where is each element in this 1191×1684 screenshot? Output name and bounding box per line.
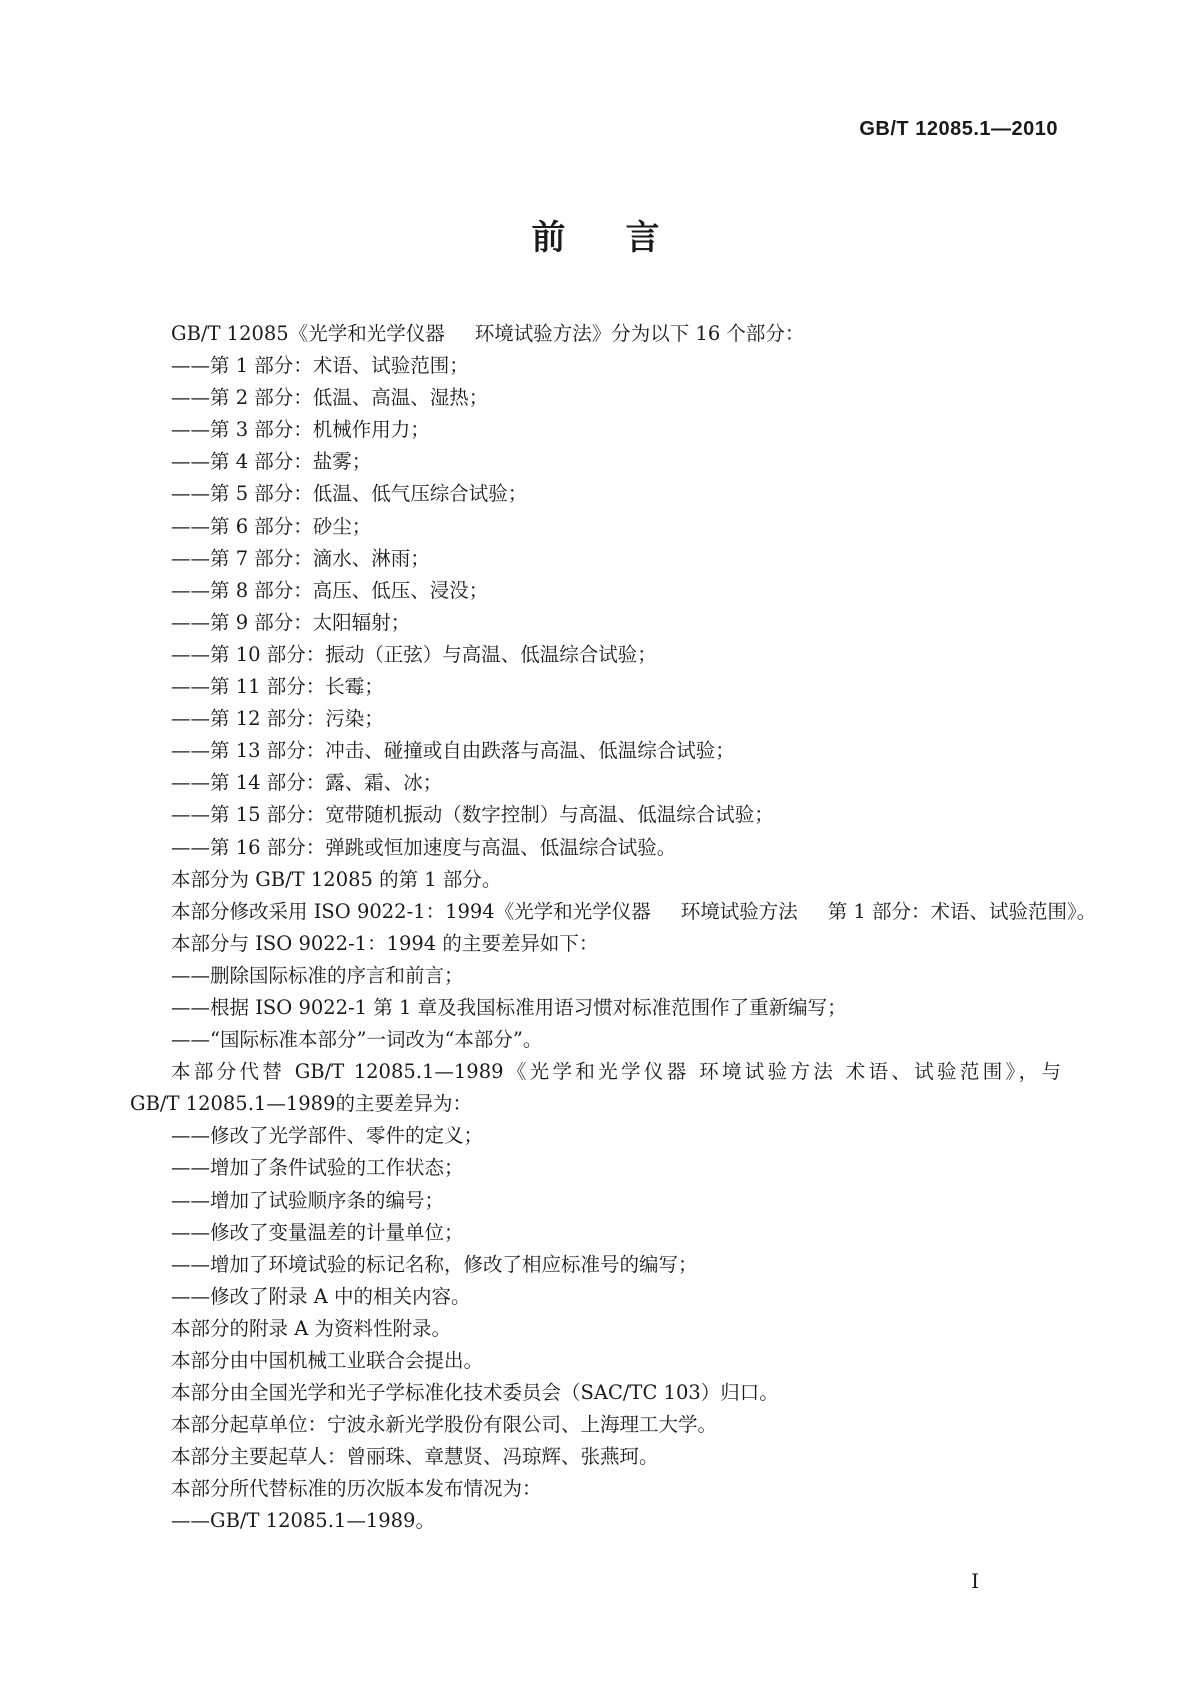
list-item: ——第 12 部分：污染； (171, 707, 384, 731)
list-item: ——增加了条件试验的工作状态； (171, 1156, 464, 1180)
committee-paragraph: 本部分由全国光学和光子学标准化技术委员会（SAC/TC 103）归口。 (171, 1381, 779, 1405)
part1-paragraph: 本部分为 GB/T 12085 的第 1 部分。 (171, 867, 502, 891)
diff-intro-paragraph: 本部分与 ISO 9022-1：1994 的主要差异如下： (171, 931, 599, 955)
replace-paragraph-line2: GB/T 12085.1—1989的主要差异为： (130, 1092, 472, 1116)
list-item: ——修改了附录 A 中的相关内容。 (171, 1284, 471, 1308)
drafters-paragraph: 本部分主要起草人：曾丽珠、章慧贤、冯琼辉、张燕珂。 (171, 1445, 659, 1469)
list-item: ——第 8 部分：高压、低压、浸没； (171, 578, 489, 602)
page-number: I (971, 1569, 979, 1593)
list-item: ——第 1 部分：术语、试验范围； (171, 354, 469, 378)
list-item: ——第 5 部分：低温、低气压综合试验； (171, 482, 528, 506)
page-title: 前言 (531, 218, 720, 258)
list-item: ——根据 ISO 9022-1 第 1 章及我国标准用语习惯对标准范围作了重新编写； (171, 995, 847, 1019)
foreword-body (130, 318, 1097, 1538)
list-item: ——修改了变量温差的计量单位； (171, 1220, 464, 1244)
proposer-paragraph: 本部分由中国机械工业联合会提出。 (171, 1349, 484, 1372)
list-item: ——第 4 部分：盐雾； (171, 450, 372, 474)
list-item: ——增加了环境试验的标记名称，修改了相应标准号的编写； (171, 1252, 698, 1276)
diff-list (130, 960, 1061, 1056)
list-item: ——第 13 部分：冲击、碰撞或自由跌落与高温、低温综合试验； (171, 739, 735, 763)
list-item: ——第 10 部分：振动（正弦）与高温、低温综合试验； (171, 642, 657, 666)
history-paragraph: 本部分所代替标准的历次版本发布情况为： (171, 1477, 542, 1501)
list-item: ——修改了光学部件、零件的定义； (171, 1124, 484, 1148)
standard-code: GB/T 12085.1—2010 (859, 118, 1058, 140)
list-item: ——GB/T 12085.1—1989。 (171, 1509, 435, 1533)
list-item: ——第 14 部分：露、霜、冰； (171, 771, 443, 795)
list-item: ——第 3 部分：机械作用力； (171, 418, 430, 442)
list-item: ——第 16 部分：弹跳或恒加速度与高温、低温综合试验。 (171, 835, 677, 859)
appendix-paragraph: 本部分的附录 A 为资料性附录。 (171, 1316, 451, 1340)
list-item: ——第 11 部分：长霉； (171, 675, 384, 699)
list-item: ——第 6 部分：砂尘； (171, 514, 372, 538)
replace-paragraph-line1: 本部分代替 GB/T 12085.1—1989《光学和光学仪器 环境试验方法 术语、试验范围》，与 (171, 1060, 1061, 1084)
list-item: ——增加了试验顺序条的编号； (171, 1188, 445, 1212)
list-item: ——第 15 部分：宽带随机振动（数字控制）与高温、低温综合试验； (171, 803, 774, 827)
iso-paragraph: 本部分修改采用 ISO 9022-1：1994《光学和光学仪器 环境试验方法 第 1 部分：术语、试验范围》。 (171, 899, 1097, 923)
list-item: ——第 2 部分：低温、高温、湿热； (171, 386, 489, 410)
list-item: ——“国际标准本部分”一词改为“本部分”。 (171, 1028, 543, 1052)
change-list (130, 1120, 1061, 1313)
list-item: ——第 7 部分：滴水、淋雨； (171, 546, 430, 570)
intro-paragraph: GB/T 12085《光学和光学仪器 环境试验方法》分为以下 16 个部分： (171, 322, 805, 345)
list-item: ——删除国际标准的序言和前言； (171, 963, 464, 987)
list-item: ——第 9 部分：太阳辐射； (171, 610, 411, 634)
drafting-units-paragraph: 本部分起草单位：宁波永新光学股份有限公司、上海理工大学。 (171, 1413, 718, 1437)
parts-list (130, 350, 1061, 864)
